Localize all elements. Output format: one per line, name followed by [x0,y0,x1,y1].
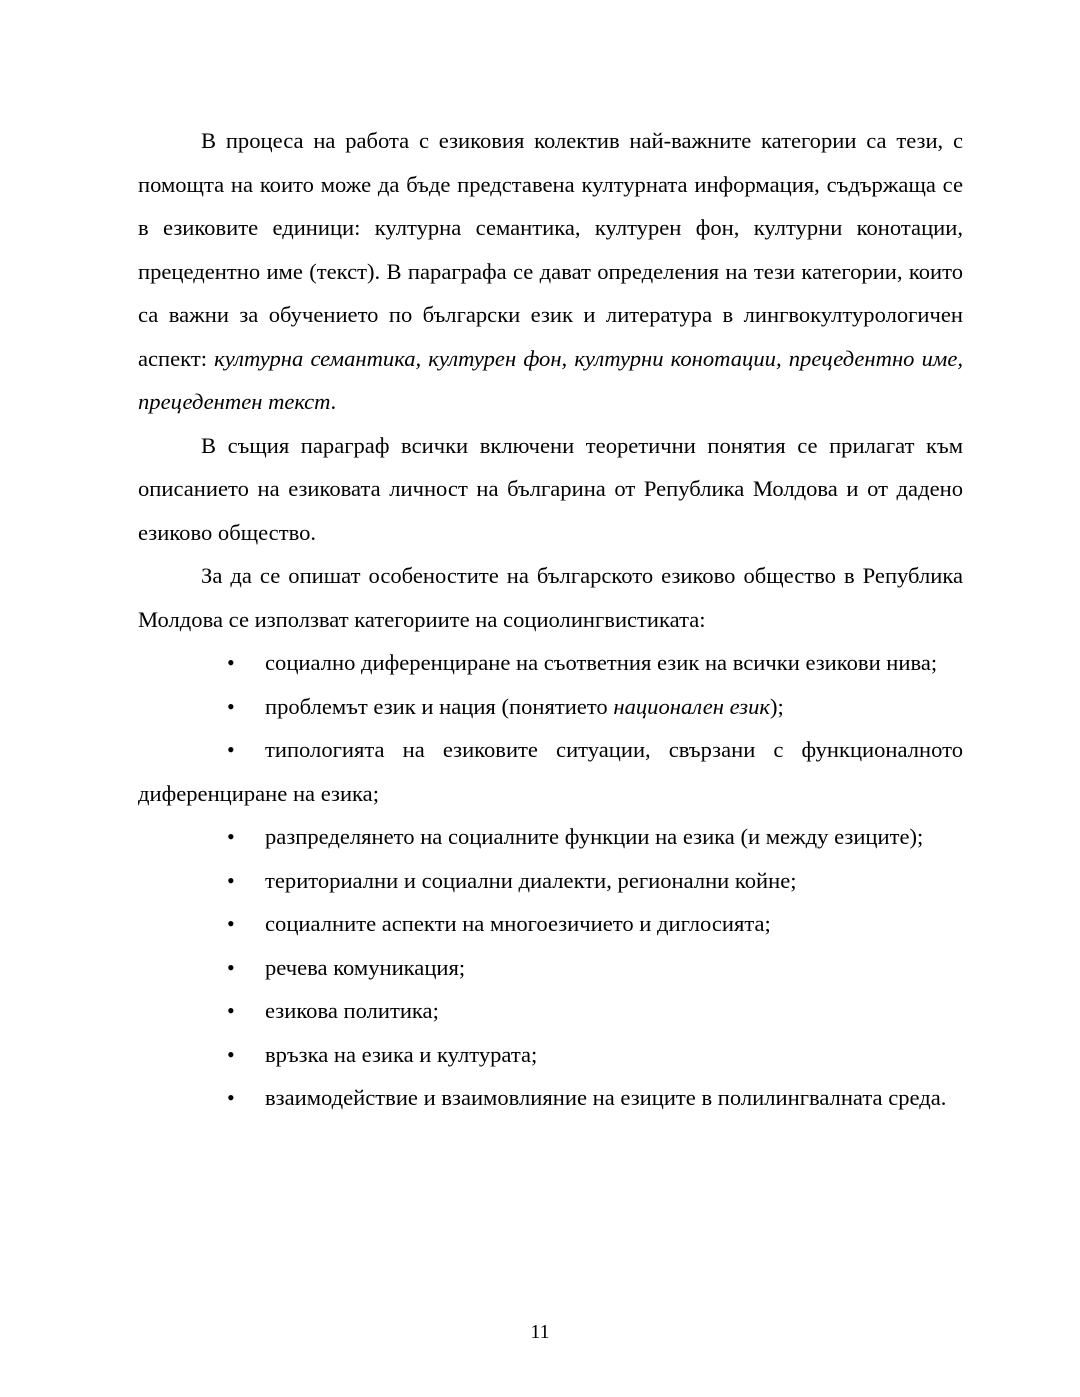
list-item-text: връзка на езика и културата; [265,1041,538,1067]
paragraph-1-text: В процеса на работа с езиковия колектив най-важните категории са тези, с помощта на които може да бъде представена културната информация, съдържаща се в езиковите единици: културна семантика, културен фон, културни конотации, прецедентно име (текст). В параграфа се дават определения на тези категории, които са важни за обучението по български език и литература в лингвокултурологичен аспект: [138,128,963,371]
paragraph-1-italic-terms: културна семантика, културен фон, културни конотации, прецедентно име, прецедентен текст [138,345,964,414]
sociolinguistics-categories-list [138,641,963,1120]
bullet-icon: • [227,911,235,936]
paragraph-1 [138,119,963,424]
paragraph-2: В същия параграф всички включени теоретични понятия се прилагат към описанието на езиковата личност на българина от Република Молдова и от дадено езиково общество. [138,432,963,545]
list-item-text-end: ); [770,693,784,719]
list-item-text: езикова политика; [265,998,439,1023]
list-item [138,1033,963,1077]
bullet-icon: • [227,737,235,762]
list-item [138,641,963,685]
list-item-text: взаимодействие и взаимовлияние на езиците в полилингвалната среда. [265,1085,947,1110]
list-item-text: социалните аспекти на многоезичието и диглосията; [265,911,771,936]
bullet-icon: • [227,998,235,1023]
bullet-icon: • [227,954,235,980]
bullet-icon: • [227,824,235,849]
paragraph-3: За да се опишат особеностите на българското езиково общество в Република Молдова се използват категориите на социолингвистиката: [138,563,963,632]
list-item [138,946,963,990]
list-item-text: социално диференциране на съответния език на всички езикови нива; [265,650,938,675]
list-item [138,1076,963,1120]
list-item [138,859,963,903]
list-item [138,989,963,1033]
list-item-text: типологията на езиковите ситуации, свързани с функционалното диференциране на езика; [138,737,963,806]
list-item-text: речева комуникация; [265,954,466,980]
bullet-icon: • [227,1041,235,1067]
page-number: 11 [530,1321,550,1343]
list-item [138,815,963,859]
document-body [138,119,963,1120]
list-item [138,902,963,946]
list-item-italic-term: национален език [613,693,770,719]
bullet-icon: • [227,867,235,893]
list-item-text: проблемът език и нация (понятието [265,693,614,719]
paragraph-1-end: . [330,389,337,414]
bullet-icon: • [227,693,235,719]
list-item [138,685,963,729]
bullet-icon: • [227,650,235,675]
list-item [138,728,963,815]
list-item-text: разпределянето на социалните функции на езика (и между езиците); [265,824,924,849]
list-item-text: териториални и социални диалекти, регионални койне; [265,867,797,893]
bullet-icon: • [227,1085,235,1110]
